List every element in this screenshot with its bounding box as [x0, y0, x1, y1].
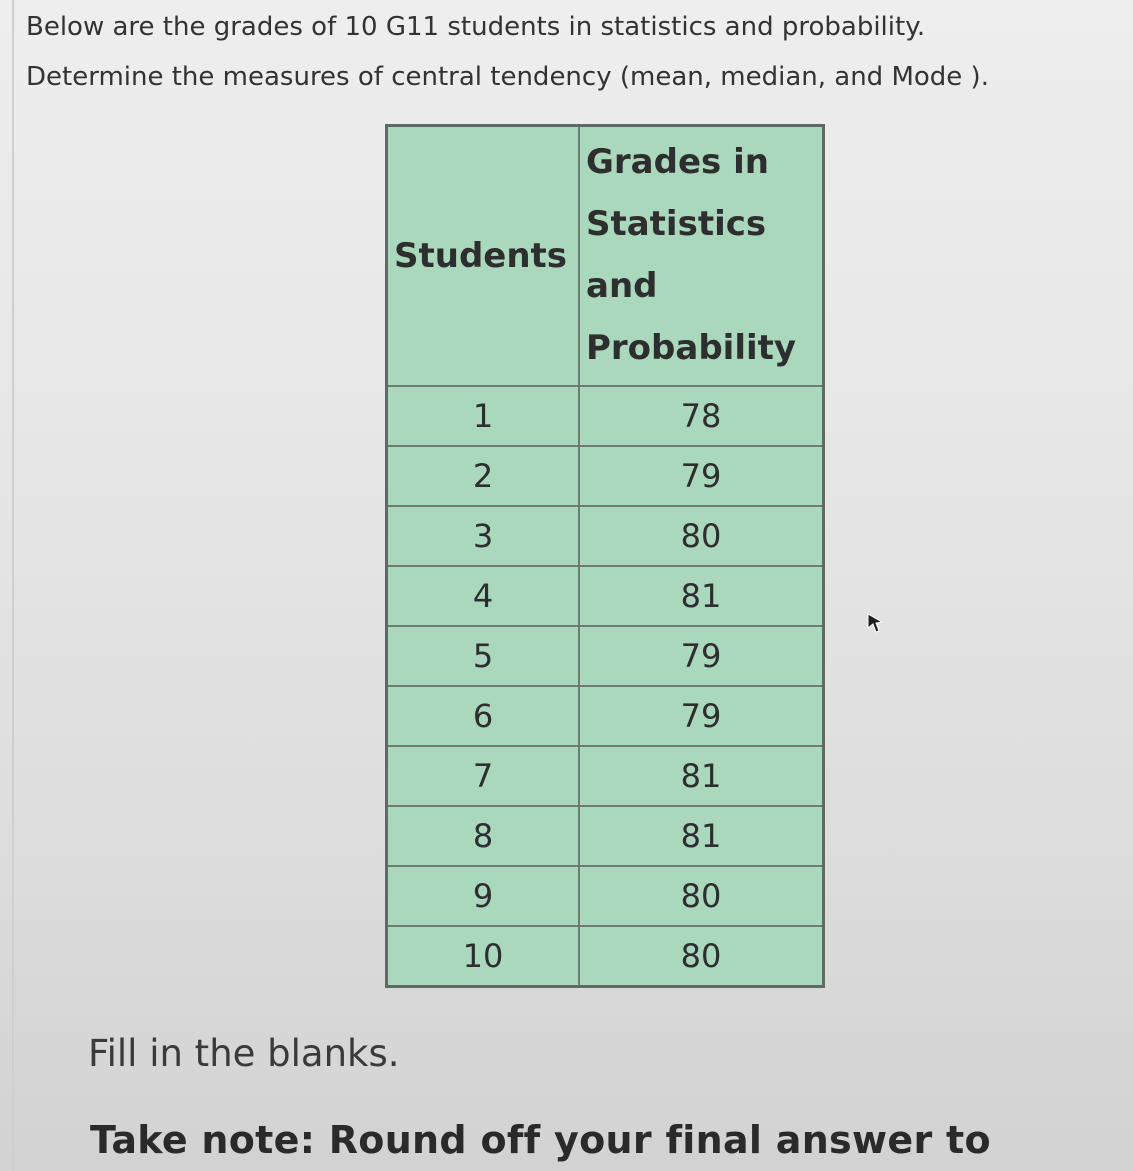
- table-row: [387, 386, 824, 446]
- grade-cell: 80: [579, 866, 824, 926]
- grades-header-line: Probability: [586, 328, 797, 368]
- table-row: [387, 506, 824, 566]
- grade-cell: 79: [579, 446, 824, 506]
- student-number-cell: 3: [387, 506, 580, 566]
- grades-table: [385, 124, 825, 988]
- grade-cell: 81: [579, 806, 824, 866]
- grade-cell: 79: [579, 686, 824, 746]
- grades-column-header: [579, 126, 824, 387]
- screen-left-edge: [12, 0, 14, 1171]
- grade-cell: 80: [579, 506, 824, 566]
- question-line-2: Determine the measures of central tendency (mean, median, and Mode ).: [26, 62, 989, 92]
- table-row: [387, 926, 824, 987]
- student-number-cell: 6: [387, 686, 580, 746]
- student-number-cell: 7: [387, 746, 580, 806]
- table-row: [387, 446, 824, 506]
- students-column-header: Students: [387, 126, 580, 387]
- table-row: [387, 746, 824, 806]
- student-number-cell: 9: [387, 866, 580, 926]
- grade-cell: 78: [579, 386, 824, 446]
- question-line-1: Below are the grades of 10 G11 students in statistics and probability.: [26, 12, 926, 42]
- grade-cell: 80: [579, 926, 824, 987]
- table-header-row: [387, 126, 824, 387]
- table-row: [387, 566, 824, 626]
- student-number-cell: 10: [387, 926, 580, 987]
- grade-cell: 81: [579, 746, 824, 806]
- grades-header-line: Statistics: [586, 204, 767, 244]
- student-number-cell: 8: [387, 806, 580, 866]
- grades-header-line: Grades in: [586, 142, 769, 182]
- fill-in-instruction: Fill in the blanks.: [88, 1032, 400, 1075]
- table-row: [387, 626, 824, 686]
- student-number-cell: 2: [387, 446, 580, 506]
- student-number-cell: 4: [387, 566, 580, 626]
- mouse-pointer-icon: [866, 612, 886, 634]
- grade-cell: 81: [579, 566, 824, 626]
- rounding-note: Take note: Round off your final answer to: [90, 1118, 991, 1162]
- student-number-cell: 5: [387, 626, 580, 686]
- table-row: [387, 686, 824, 746]
- grade-cell: 79: [579, 626, 824, 686]
- table-row: [387, 866, 824, 926]
- student-number-cell: 1: [387, 386, 580, 446]
- table-row: [387, 806, 824, 866]
- grades-header-line: and: [586, 266, 658, 306]
